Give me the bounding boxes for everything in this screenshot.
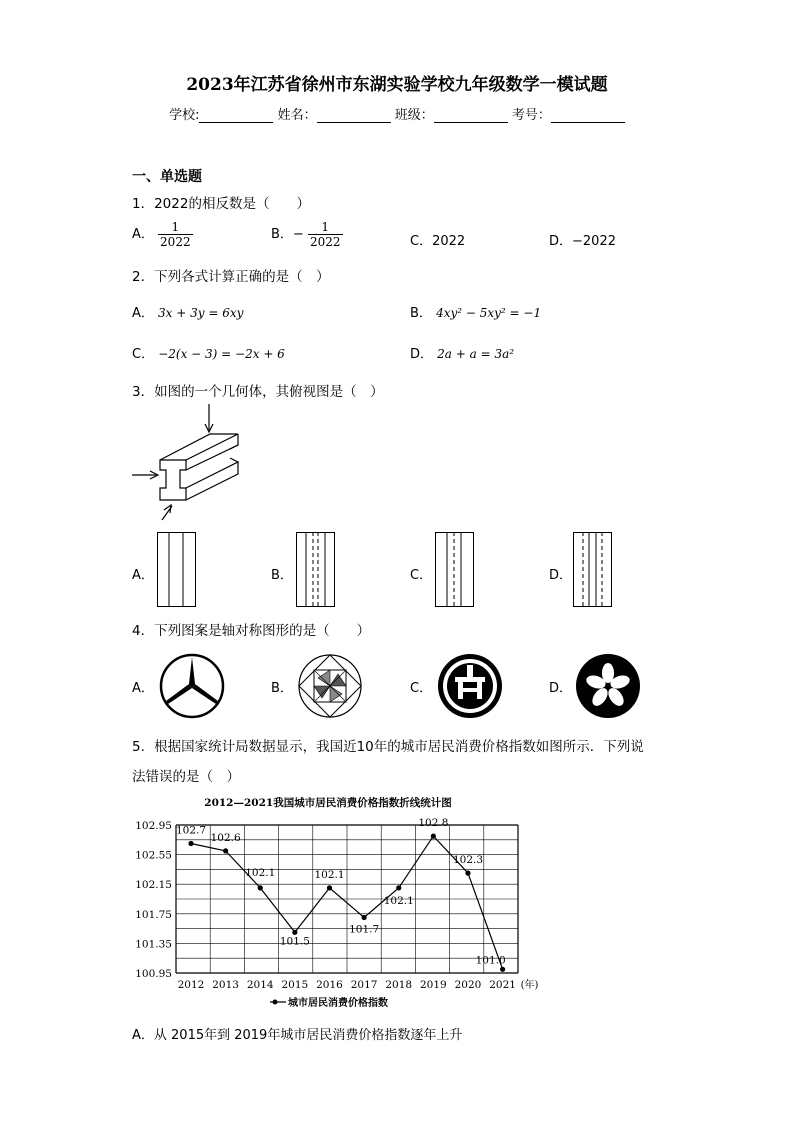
q3-option-a-label: A． bbox=[132, 568, 154, 583]
data-label: 101.5 bbox=[279, 935, 310, 948]
q3-option-d-label: D． bbox=[549, 568, 573, 583]
fraction-numerator: 1 bbox=[308, 220, 343, 235]
data-point bbox=[362, 915, 367, 920]
q1-option-a bbox=[132, 220, 193, 249]
q5-option-a: A．从 2015年到 2019年城市居民消费价格指数逐年上升 bbox=[132, 1028, 463, 1043]
y-tick-label: 101.75 bbox=[135, 908, 172, 921]
q4-option-d-label: D． bbox=[549, 681, 573, 696]
data-point bbox=[431, 834, 436, 839]
q2-option-c bbox=[132, 343, 285, 362]
section-heading: 一、单选题 bbox=[132, 169, 202, 185]
q1-option-b bbox=[271, 220, 343, 249]
y-tick-label: 102.15 bbox=[135, 879, 172, 892]
q2-option-d bbox=[410, 343, 514, 362]
x-axis-unit: (年) bbox=[520, 980, 539, 991]
question-5-stem-line2: 法错误的是（ ） bbox=[132, 769, 240, 785]
question-3-stem: 3．如图的一个几何体，其俯视图是（ ） bbox=[132, 384, 384, 400]
question-1-stem: 1．2022的相反数是（ ） bbox=[132, 196, 310, 212]
x-tick-label: 2018 bbox=[385, 979, 413, 991]
x-tick-label: 2016 bbox=[316, 979, 343, 991]
question-5-stem-line1: 5．根据国家统计局数据显示，我国近10年的城市居民消费价格指数如图所示．下列说 bbox=[132, 739, 644, 755]
school-label: 学校: bbox=[169, 108, 200, 123]
q2-option-c-expr: −2(x − 3) = −2x + 6 bbox=[158, 347, 285, 361]
x-tick-label: 2015 bbox=[281, 979, 309, 991]
q2-option-b-expr: 4xy² − 5xy² = −1 bbox=[436, 306, 542, 320]
x-tick-label: 2021 bbox=[489, 979, 516, 991]
q2-option-d-expr: 2a + a = 3a² bbox=[437, 347, 515, 361]
name-label: 姓名： bbox=[277, 108, 317, 123]
data-point bbox=[292, 930, 297, 935]
y-tick-label: 100.95 bbox=[135, 968, 172, 980]
q4-option-a-label: A． bbox=[132, 681, 154, 696]
q4-option-b-label: B． bbox=[271, 681, 293, 696]
q4-option-b-figure bbox=[296, 652, 364, 720]
q3-option-b-figure bbox=[296, 532, 336, 608]
data-label: 102.1 bbox=[383, 894, 414, 907]
q3-option-c-label: C． bbox=[410, 568, 433, 583]
id-label: 考号： bbox=[511, 108, 551, 123]
fraction-numerator: 1 bbox=[158, 220, 193, 235]
data-point bbox=[396, 885, 401, 890]
q4-option-a-figure bbox=[158, 652, 226, 720]
data-point bbox=[500, 967, 505, 972]
x-tick-label: 2017 bbox=[350, 979, 378, 991]
data-label: 101.7 bbox=[349, 923, 380, 936]
i-beam-solid-figure bbox=[130, 402, 250, 527]
minus-sign: − bbox=[292, 227, 304, 242]
legend-label: 城市居民消费价格指数 bbox=[288, 998, 388, 1009]
data-point bbox=[465, 871, 470, 876]
q2-option-a bbox=[132, 302, 243, 321]
student-info-line bbox=[0, 104, 794, 123]
id-blank bbox=[551, 110, 625, 123]
q1-option-d: D．−2022 bbox=[549, 234, 616, 249]
x-tick-label: 2012 bbox=[177, 979, 205, 991]
q1-option-a-label: A． bbox=[132, 227, 154, 242]
q4-option-c-figure bbox=[436, 652, 504, 720]
q2-option-d-label: D． bbox=[410, 347, 434, 362]
x-tick-label: 2020 bbox=[454, 979, 482, 991]
name-blank bbox=[317, 110, 391, 123]
x-axis-tick-labels bbox=[178, 979, 516, 991]
data-point bbox=[223, 848, 228, 853]
class-blank bbox=[434, 110, 508, 123]
data-point bbox=[258, 885, 263, 890]
page-title: 2023年江苏省徐州市东湖实验学校九年级数学一模试题 bbox=[186, 75, 608, 95]
q1-option-b-label: B． bbox=[271, 227, 293, 242]
cpi-line-chart bbox=[128, 792, 558, 1012]
q2-option-a-label: A． bbox=[132, 306, 154, 321]
q1-option-b-fraction bbox=[308, 220, 343, 249]
q2-option-b bbox=[410, 302, 541, 321]
class-label: 班级： bbox=[394, 108, 434, 123]
chart-grid bbox=[176, 825, 518, 973]
fraction-denominator: 2022 bbox=[309, 235, 341, 249]
data-point bbox=[188, 841, 193, 846]
data-label: 102.7 bbox=[175, 824, 207, 837]
chart-legend bbox=[270, 996, 388, 1009]
fraction-denominator: 2022 bbox=[160, 235, 191, 249]
data-label: 102.1 bbox=[245, 866, 276, 879]
data-point bbox=[327, 885, 332, 890]
q3-option-a-figure bbox=[157, 532, 197, 608]
school-blank bbox=[199, 110, 273, 123]
x-tick-label: 2019 bbox=[419, 979, 447, 991]
q3-option-b-label: B． bbox=[271, 568, 293, 583]
x-tick-label: 2013 bbox=[212, 979, 239, 991]
y-axis-tick-labels bbox=[135, 820, 172, 980]
y-tick-label: 102.95 bbox=[135, 820, 172, 832]
q1-option-a-fraction bbox=[158, 220, 193, 249]
data-label: 102.6 bbox=[210, 831, 241, 844]
q2-option-a-expr: 3x + 3y = 6xy bbox=[158, 306, 244, 320]
q2-option-c-label: C． bbox=[132, 347, 155, 362]
q4-option-d-figure bbox=[574, 652, 642, 720]
legend-marker bbox=[273, 1000, 278, 1005]
q3-option-d-figure bbox=[573, 532, 613, 608]
data-label: 102.3 bbox=[452, 854, 484, 867]
data-label: 102.8 bbox=[418, 817, 449, 830]
y-tick-label: 102.55 bbox=[135, 849, 172, 862]
data-label: 102.1 bbox=[314, 868, 345, 881]
data-label: 101.0 bbox=[475, 954, 506, 967]
x-tick-label: 2014 bbox=[246, 979, 274, 991]
question-4-stem: 4．下列图案是轴对称图形的是（ ） bbox=[132, 623, 371, 639]
chart-title: 2012—2021我国城市居民消费价格指数折线统计图 bbox=[204, 797, 452, 809]
q4-option-c-label: C． bbox=[410, 681, 433, 696]
data-labels bbox=[176, 817, 506, 966]
question-2-stem: 2．下列各式计算正确的是（ ） bbox=[132, 269, 330, 285]
q2-option-b-label: B． bbox=[410, 306, 432, 321]
q1-option-c: C．2022 bbox=[410, 234, 466, 249]
q3-option-c-figure bbox=[435, 532, 475, 608]
y-tick-label: 101.35 bbox=[135, 938, 172, 951]
